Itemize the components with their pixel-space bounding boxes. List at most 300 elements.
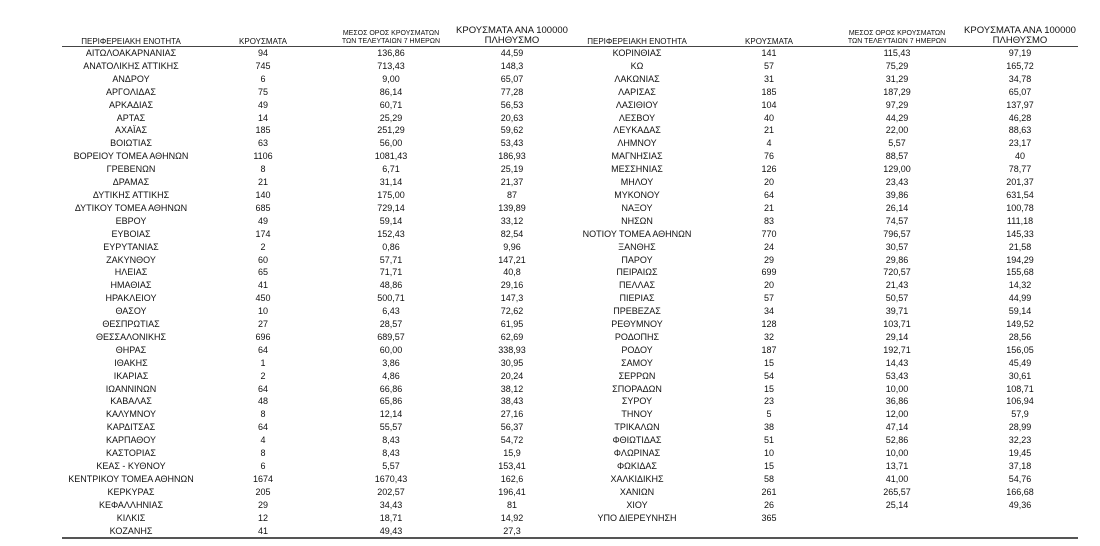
left-region-cell: ΙΩΑΝΝΙΝΩΝ [105,383,157,394]
cases-sheet [62,20,1078,540]
right-avg7-cell [832,525,962,539]
left-per100k-cell: 62,69 [500,331,524,342]
right-avg7-cell: 26,14 [885,202,909,213]
table-row [62,421,1078,434]
left-cases-cell: 94 [257,48,268,58]
right-per100k-cell: 165,72 [1006,60,1034,71]
right-avg7-cell: 265,57 [883,486,911,497]
table-row [62,395,1078,408]
left-region-cell: ΓΡΕΒΕΝΩΝ [106,164,156,175]
right-per100k-cell: 49,36 [1008,499,1032,510]
right-avg7-cell: 23,43 [885,177,909,188]
right-avg7-cell: 75,29 [885,60,909,71]
header-avg7 [326,20,456,47]
left-avg7-cell: 56,00 [379,138,403,149]
right-region-cell: ΜΑΓΝΗΣΙΑΣ [611,151,663,162]
right-cases-cell: 15 [763,357,774,368]
left-region-cell: ΑΧΑΪΑΣ [114,125,148,136]
left-per100k-cell: 38,43 [500,396,524,407]
table-row [62,202,1078,215]
left-avg7-cell: 1081,43 [374,151,408,162]
right-per100k-cell [962,525,1078,539]
left-avg7-cell: 0,86 [382,241,400,252]
right-region-cell: ΛΗΜΝΟΥ [617,138,657,149]
left-cases-cell: 174 [255,228,271,239]
left-region-cell: ΗΛΕΙΑΣ [114,267,148,278]
right-cases-cell: 15 [763,461,774,471]
right-cases-cell: 26 [763,499,774,510]
header-avg7-line1: ΜΕΣΟΣ ΟΡΟΣ ΚΡΟΥΣΜΑΤΩΝ [848,30,946,37]
right-per100k-cell: 28,56 [1008,331,1032,342]
right-avg7-cell: 187,29 [883,86,911,97]
left-avg7-cell: 55,57 [379,422,403,433]
table-row [62,254,1078,267]
left-per100k-cell: 162,6 [500,473,524,484]
right-per100k-cell: 201,37 [1006,177,1034,188]
left-avg7-cell: 31,14 [379,177,403,188]
left-per100k-cell: 56,53 [500,99,524,110]
table-row [62,383,1078,396]
left-region-cell: ΑΝΑΤΟΛΙΚΗΣ ΑΤΤΙΚΗΣ [83,60,179,71]
left-cases-cell: 8 [260,409,266,420]
right-cases-cell: 38 [763,422,774,433]
right-per100k-cell: 97,19 [1008,48,1032,58]
left-region-cell: ΒΟΡΕΙΟΥ ΤΟΜΕΑ ΑΘΗΝΩΝ [73,151,189,162]
right-cases-cell: 54 [763,370,774,381]
right-per100k-cell: 40 [1014,151,1025,162]
right-avg7-cell: 88,57 [885,151,909,162]
right-region-cell: ΝΟΤΙΟΥ ΤΟΜΕΑ ΑΘΗΝΩΝ [582,228,692,239]
right-avg7-cell: 52,86 [885,435,909,446]
left-per100k-cell: 20,63 [500,112,524,123]
left-avg7-cell: 713,43 [377,60,405,71]
table-row [62,499,1078,512]
right-avg7-cell: 47,14 [885,422,909,433]
left-per100k-cell: 147,3 [500,293,524,304]
left-per100k-cell: 21,37 [500,177,524,188]
left-avg7-cell: 12,14 [379,409,403,420]
right-cases-cell: 31 [763,73,774,84]
header-per100k-line2: ΠΛΗΘΥΣΜΟ [992,35,1048,46]
left-cases-cell: 10 [257,306,268,317]
right-region-cell: ΚΩ [630,60,644,71]
table-row [62,447,1078,460]
right-per100k-cell: 111,18 [1006,215,1034,226]
left-per100k-cell: 56,37 [500,422,524,433]
left-region-cell: ΘΑΣΟΥ [115,306,147,317]
left-cases-cell: 6 [260,461,266,471]
left-per100k-cell: 65,07 [500,73,524,84]
left-per100k-cell: 20,24 [500,370,524,381]
left-avg7-cell: 3,86 [382,357,400,368]
left-per100k-cell: 27,16 [500,409,524,420]
right-avg7-cell: 25,14 [885,499,909,510]
left-avg7-cell: 86,14 [379,86,403,97]
left-cases-cell: 2 [260,370,266,381]
left-region-cell: ΚΕΦΑΛΛΗΝΙΑΣ [98,499,164,510]
table-row [62,266,1078,279]
table-row [62,357,1078,370]
table-row [62,292,1078,305]
right-avg7-cell: 50,57 [885,293,909,304]
left-region-cell: ΚΕΡΚΥΡΑΣ [107,486,155,497]
right-avg7-cell: 97,29 [885,99,909,110]
right-cases-cell: 128 [761,319,777,330]
left-avg7-cell: 34,43 [379,499,403,510]
left-avg7-cell: 60,71 [379,99,403,110]
right-avg7-cell: 103,71 [883,319,911,330]
right-region-cell: ΦΘΙΩΤΙΔΑΣ [612,435,662,446]
right-per100k-cell: 78,77 [1008,164,1032,175]
left-per100k-cell: 148,3 [500,60,524,71]
right-cases-cell: 15 [763,383,774,394]
right-region-cell: ΣΑΜΟΥ [621,357,653,368]
right-per100k-cell [962,512,1078,525]
right-per100k-cell: 59,14 [1008,306,1032,317]
table-row [62,189,1078,202]
right-region-cell: ΣΠΟΡΑΔΩΝ [612,383,662,394]
left-cases-cell: 6 [260,73,266,84]
table-row [62,473,1078,486]
left-region-cell: ΕΥΒΟΙΑΣ [111,228,151,239]
right-per100k-cell: 19,45 [1008,448,1032,459]
right-region-cell: ΛΕΥΚΑΔΑΣ [613,125,661,136]
left-avg7-cell: 28,57 [379,319,403,330]
right-avg7-cell: 5,57 [888,138,906,149]
left-per100k-cell: 33,12 [500,215,524,226]
right-region-cell: ΜΕΣΣΗΝΙΑΣ [611,164,663,175]
right-avg7-cell: 14,43 [885,357,909,368]
left-per100k-cell: 29,16 [500,280,524,291]
left-cases-cell: 29 [257,499,268,510]
left-avg7-cell: 152,43 [377,228,405,239]
right-cases-cell: 23 [763,396,774,407]
left-cases-cell: 12 [257,512,268,523]
table-row [62,370,1078,383]
table-row [62,318,1078,331]
left-cases-cell: 63 [257,138,268,149]
left-avg7-cell: 4,86 [382,370,400,381]
right-avg7-cell: 115,43 [883,48,911,58]
header-cases [706,20,832,47]
right-avg7-cell: 44,29 [885,112,909,123]
left-cases-cell: 185 [255,125,271,136]
left-region-cell: ΕΥΡΥΤΑΝΙΑΣ [103,241,159,252]
left-region-cell: ΙΚΑΡΙΑΣ [113,370,149,381]
left-avg7-cell: 60,00 [379,344,403,355]
left-avg7-cell: 9,00 [382,73,400,84]
right-cases-cell: 64 [763,189,774,200]
right-avg7-cell: 720,57 [883,267,911,278]
right-per100k-cell: 145,33 [1006,228,1034,239]
header-avg7-line1: ΜΕΣΟΣ ΟΡΟΣ ΚΡΟΥΣΜΑΤΩΝ [342,30,440,37]
left-per100k-cell: 87 [506,189,517,200]
right-per100k-cell: 28,99 [1008,422,1032,433]
table-row [62,124,1078,137]
right-region-cell: ΛΑΡΙΣΑΣ [618,86,656,97]
left-per100k-cell: 27,3 [456,525,568,539]
right-avg7-cell: 39,86 [885,189,909,200]
left-region-cell: ΔΡΑΜΑΣ [112,177,150,188]
header-per100k-line2: ΠΛΗΘΥΣΜΟ [484,35,540,46]
left-region-cell: ΑΡΓΟΛΙΔΑΣ [106,86,156,97]
right-cases-cell: 20 [763,280,774,291]
left-per100k-cell: 14,92 [500,512,524,523]
header-per100k [456,20,568,47]
left-avg7-cell: 59,14 [379,215,403,226]
left-cases-cell: 1 [260,357,266,368]
table-row [62,486,1078,499]
right-cases-cell [706,525,832,539]
right-per100k-cell: 54,76 [1008,473,1032,484]
right-region-cell: ΛΑΚΩΝΙΑΣ [614,73,660,84]
left-cases-cell: 8 [260,164,266,175]
left-cases-cell: 450 [255,293,271,304]
left-cases-cell: 49 [257,215,268,226]
left-cases-cell: 48 [257,396,268,407]
left-per100k-cell: 196,41 [498,486,526,497]
left-avg7-cell: 65,86 [379,396,403,407]
left-region-cell: ΘΕΣΣΑΛΟΝΙΚΗΣ [95,331,167,342]
right-cases-cell: 10 [763,448,774,459]
table-row [62,241,1078,254]
right-region-cell: ΜΗΛΟΥ [620,177,654,188]
table-row [62,176,1078,189]
right-region-cell: ΛΑΣΙΘΙΟΥ [615,99,659,110]
right-per100k-cell: 45,49 [1008,357,1032,368]
left-per100k-cell: 54,72 [500,435,524,446]
table-row [62,73,1078,86]
left-avg7-cell: 25,29 [379,112,403,123]
left-region-cell: ΚΑΒΑΛΑΣ [110,396,152,407]
left-region-cell: ΑΡΤΑΣ [116,112,146,123]
right-per100k-cell: 44,99 [1008,293,1032,304]
right-avg7-cell: 53,43 [885,370,909,381]
left-per100k-cell: 40,8 [503,267,521,278]
right-per100k-cell: 88,63 [1008,125,1032,136]
right-avg7-cell: 30,57 [885,241,909,252]
table-row [62,99,1078,112]
right-region-cell: ΠΙΕΡΙΑΣ [619,293,655,304]
header-per100k [962,20,1078,47]
table-row [62,344,1078,357]
left-cases-cell: 64 [257,383,268,394]
right-per100k-cell: 65,07 [1008,86,1032,97]
table-body [62,47,1078,539]
right-region-cell: ΠΡΕΒΕΖΑΣ [613,306,661,317]
left-cases-cell: 21 [257,177,268,188]
right-avg7-cell: 796,57 [883,228,911,239]
right-avg7-cell: 29,86 [885,254,909,265]
table-row [62,331,1078,344]
left-region-cell: ΘΗΡΑΣ [115,344,147,355]
right-cases-cell: 699 [761,267,777,278]
right-cases-cell: 40 [763,112,774,123]
table-row [62,434,1078,447]
right-per100k-cell: 32,23 [1008,435,1032,446]
left-region-cell: ΙΘΑΚΗΣ [114,357,148,368]
header-avg7-line2: ΤΩΝ ΤΕΛΕΥΤΑΙΩΝ 7 ΗΜΕΡΩΝ [847,38,947,45]
left-cases-cell: 205 [255,486,271,497]
left-avg7-cell: 202,57 [377,486,405,497]
right-cases-cell: 34 [763,306,774,317]
right-per100k-cell: 57,9 [1011,409,1029,420]
right-avg7-cell: 74,57 [885,215,909,226]
right-region-cell: ΤΗΝΟΥ [621,409,653,420]
left-per100k-cell: 72,62 [500,306,524,317]
left-per100k-cell: 30,95 [500,357,524,368]
left-cases-cell: 685 [255,202,271,213]
right-avg7-cell: 12,00 [885,409,909,420]
left-region-cell: ΚΟΖΑΝΗΣ [62,525,200,539]
left-cases-cell: 27 [257,319,268,330]
right-region-cell: ΚΟΡΙΝΘΙΑΣ [612,48,662,58]
header-region-label: ΠΕΡΙΦΕΡΕΙΑΚΗ ΕΝΟΤΗΤΑ [587,37,687,46]
header-region [62,20,200,47]
right-region-cell: ΦΛΩΡΙΝΑΣ [613,448,661,459]
table-row [62,137,1078,150]
left-region-cell: ΕΒΡΟΥ [115,215,147,226]
table-row [62,163,1078,176]
table-row [62,47,1078,60]
right-per100k-cell: 106,94 [1006,396,1034,407]
right-cases-cell: 58 [763,473,774,484]
left-region-cell: ΒΟΙΩΤΙΑΣ [110,138,152,149]
right-cases-cell: 21 [763,125,774,136]
header-per100k-line1: ΚΡΟΥΣΜΑΤΑ ΑΝΑ 100000 [964,25,1076,36]
header-avg7-line2: ΤΩΝ ΤΕΛΕΥΤΑΙΩΝ 7 ΗΜΕΡΩΝ [341,38,441,45]
left-per100k-cell: 44,59 [500,48,524,58]
right-cases-cell: 76 [763,151,774,162]
left-cases-cell: 64 [257,422,268,433]
right-cases-cell: 104 [761,99,777,110]
left-region-cell: ΑΝΔΡΟΥ [112,73,150,84]
right-region-cell: ΤΡΙΚΑΛΩΝ [614,422,660,433]
header-per100k-line1: ΚΡΟΥΣΜΑΤΑ ΑΝΑ 100000 [456,25,568,36]
left-per100k-cell: 153,41 [498,461,526,471]
table-row [62,150,1078,163]
left-per100k-cell: 53,43 [500,138,524,149]
left-per100k-cell: 147,21 [498,254,526,265]
right-avg7-cell: 10,00 [885,448,909,459]
right-region-cell: ΦΩΚΙΔΑΣ [617,461,657,471]
right-per100k-cell: 23,17 [1008,138,1032,149]
left-region-cell: ΚΙΛΚΙΣ [116,512,146,523]
left-cases-cell: 745 [255,60,271,71]
right-avg7-cell: 10,00 [885,383,909,394]
right-region-cell: ΠΕΙΡΑΙΩΣ [616,267,658,278]
left-region-cell: ΑΙΤΩΛΟΑΚΑΡΝΑΝΙΑΣ [85,48,177,58]
left-cases-cell: 14 [257,112,268,123]
right-region-cell: ΞΑΝΘΗΣ [618,241,656,252]
right-per100k-cell: 14,32 [1008,280,1032,291]
left-region-cell: ΚΑΡΔΙΤΣΑΣ [106,422,156,433]
right-avg7-cell: 41,00 [885,473,909,484]
right-region-cell: ΡΟΔΟΠΗΣ [614,331,660,342]
left-cases-cell: 49 [257,99,268,110]
left-cases-cell: 60 [257,254,268,265]
left-region-cell: ΗΡΑΚΛΕΙΟΥ [105,293,157,304]
left-region-cell: ΚΑΡΠΑΘΟΥ [105,435,157,446]
right-cases-cell: 21 [763,202,774,213]
right-per100k-cell: 21,58 [1008,241,1032,252]
left-per100k-cell: 139,89 [498,202,526,213]
table-row [62,228,1078,241]
right-cases-cell: 24 [763,241,774,252]
right-cases-cell: 187 [761,344,777,355]
left-per100k-cell: 186,93 [498,151,526,162]
right-per100k-cell: 166,68 [1006,486,1034,497]
right-avg7-cell: 39,71 [885,306,909,317]
table-row [62,460,1078,473]
right-per100k-cell: 631,54 [1006,189,1034,200]
right-per100k-cell: 37,18 [1008,461,1032,471]
right-region-cell: ΝΗΣΩΝ [621,215,653,226]
right-region-cell: ΣΥΡΟΥ [621,396,653,407]
table-row [62,279,1078,292]
table-row [62,112,1078,125]
left-region-cell: ΗΜΑΘΙΑΣ [110,280,152,291]
left-per100k-cell: 338,93 [498,344,526,355]
left-region-cell: ΚΑΣΤΟΡΙΑΣ [106,448,156,459]
table-row [62,512,1078,525]
right-region-cell: ΧΑΛΚΙΔΙΚΗΣ [610,473,664,484]
right-cases-cell: 141 [761,48,777,58]
right-avg7-cell: 31,29 [885,73,909,84]
left-region-cell: ΔΥΤΙΚΟΥ ΤΟΜΕΑ ΑΘΗΝΩΝ [74,202,188,213]
left-per100k-cell: 25,19 [500,164,524,175]
right-per100k-cell: 34,78 [1008,73,1032,84]
left-cases-cell: 8 [260,448,266,459]
right-per100k-cell: 194,29 [1006,254,1034,265]
left-avg7-cell: 1670,43 [374,473,408,484]
right-region-cell: ΡΕΘΥΜΝΟΥ [611,319,663,330]
right-cases-cell: 32 [763,331,774,342]
header-avg7 [832,20,962,47]
right-cases-cell: 20 [763,177,774,188]
left-avg7-cell: 500,71 [377,293,405,304]
table-row [62,305,1078,318]
left-region-cell: ΔΥΤΙΚΗΣ ΑΤΤΙΚΗΣ [92,189,170,200]
left-per100k-cell: 82,54 [500,228,524,239]
header-cases [200,20,326,47]
table-row [62,408,1078,421]
left-per100k-cell: 61,95 [500,319,524,330]
right-per100k-cell: 100,78 [1006,202,1034,213]
left-cases-cell: 1674 [252,473,274,484]
right-avg7-cell: 13,71 [885,461,909,471]
right-avg7-cell: 192,71 [883,344,911,355]
left-cases-cell: 75 [257,86,268,97]
left-cases-cell: 140 [255,189,271,200]
left-cases-cell: 41 [257,280,268,291]
left-avg7-cell: 71,71 [379,267,403,278]
right-region-cell: ΠΕΛΛΑΣ [618,280,656,291]
left-cases-cell: 2 [260,241,266,252]
left-region-cell: ΚΕΝΤΡΙΚΟΥ ΤΟΜΕΑ ΑΘΗΝΩΝ [68,473,194,484]
left-avg7-cell: 66,86 [379,383,403,394]
right-avg7-cell: 36,86 [885,396,909,407]
right-per100k-cell: 46,28 [1008,112,1032,123]
right-avg7-cell: 29,14 [885,331,909,342]
table-row [62,215,1078,228]
cases-table [62,20,1078,539]
right-region-cell [568,525,706,539]
right-cases-cell: 365 [761,512,777,523]
left-avg7-cell: 49,43 [326,525,456,539]
left-avg7-cell: 8,43 [382,448,400,459]
right-region-cell: ΧΑΝΙΩΝ [619,486,655,497]
